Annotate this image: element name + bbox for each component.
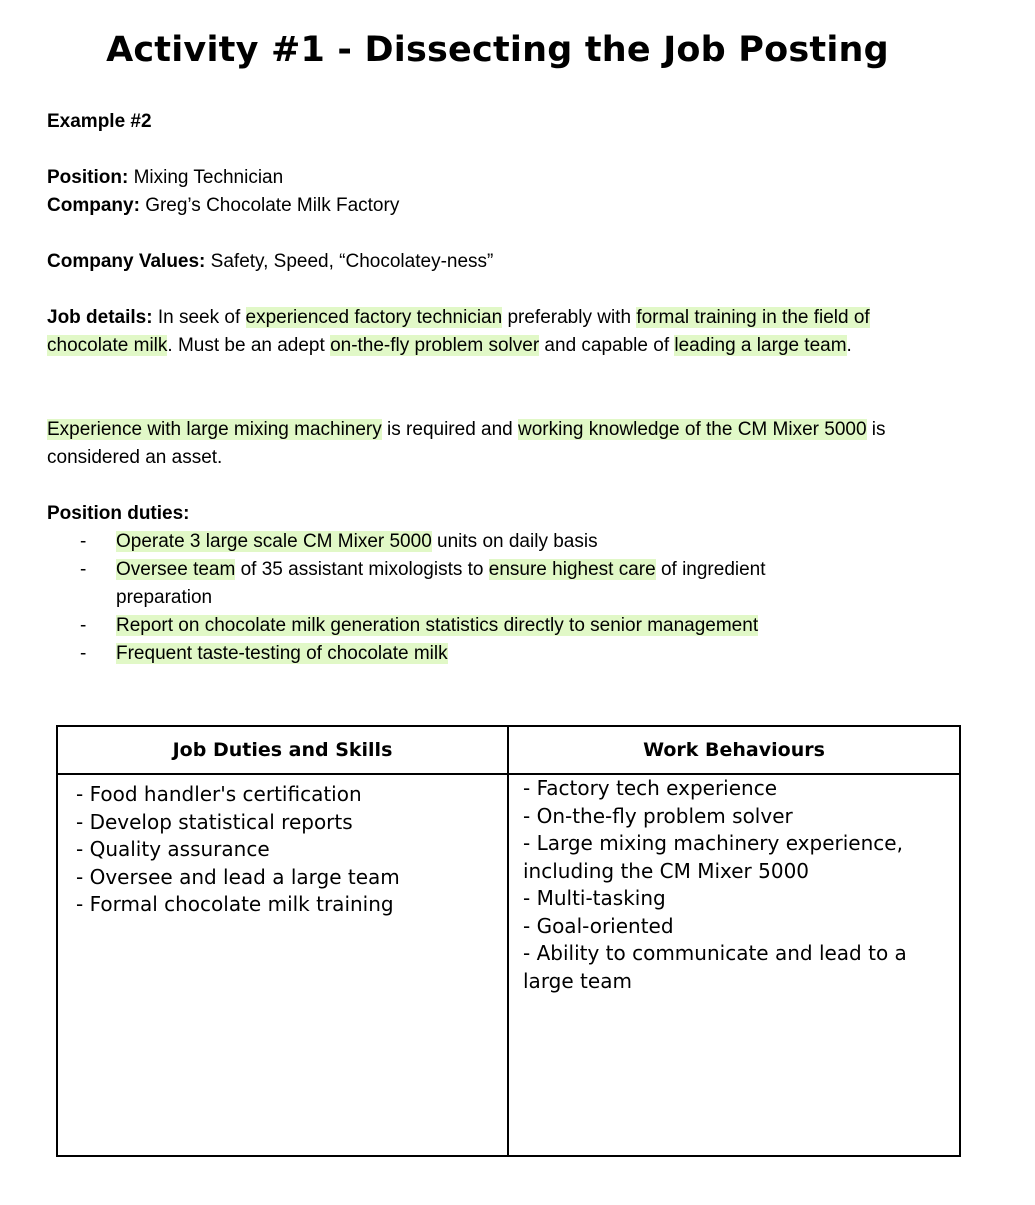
list-item [47, 556, 967, 612]
experience-highlight: Experience with large mixing machinery [47, 419, 382, 440]
position-line [47, 164, 967, 192]
job-details-paragraph [47, 304, 952, 360]
list-item: - On-the-fly problem solver [523, 803, 793, 828]
list-item: - Develop statistical reports [76, 809, 353, 834]
job-details-text: preferably with [502, 307, 637, 328]
company-label: Company: [47, 195, 140, 216]
job-details-text: . [846, 335, 852, 356]
list-item: - Oversee and lead a large team [76, 864, 400, 889]
duty-highlight: Oversee team [116, 559, 236, 580]
position-label: Position: [47, 167, 129, 188]
experience-text: is required and [381, 419, 519, 440]
page-title: Activity #1 - Dissecting the Job Posting [106, 30, 889, 70]
list-item: - Multi-tasking [523, 886, 666, 910]
duty-highlight: Frequent taste-testing of chocolate milk [116, 643, 448, 664]
table-row [57, 774, 960, 1156]
duty-text: units on daily basis [431, 531, 598, 552]
company-value: Greg’s Chocolate Milk Factory [145, 195, 400, 216]
position-duties-heading [47, 500, 967, 528]
list-item: - Formal chocolate milk training [76, 892, 394, 916]
bullet-dash: - [80, 643, 87, 664]
company-values-line [47, 248, 967, 276]
job-details-highlight: on-the-fly problem solver [330, 335, 540, 356]
job-details-text: and capable of [539, 335, 675, 356]
header-work-behaviours: Work Behaviours [508, 726, 960, 774]
position-value: Mixing Technician [133, 167, 284, 188]
header-job-duties: Job Duties and Skills [57, 726, 508, 774]
job-details-text: In seek of [157, 307, 246, 328]
list-item: - Food handler's certification [76, 782, 362, 806]
duty-highlight: Report on chocolate milk generation statistics directly to senior management [116, 615, 759, 636]
duties-behaviours-table [56, 725, 961, 1157]
bullet-dash: - [80, 559, 87, 580]
work-behaviours-cell [508, 774, 960, 1156]
list-item: - Ability to communicate and lead to a large team [523, 941, 907, 993]
list-item: - Factory tech experience [523, 776, 778, 800]
job-details-label: Job details: [47, 307, 153, 328]
company-values-value: Safety, Speed, “Chocolatey-ness” [210, 251, 494, 272]
example-label [47, 108, 967, 136]
company-line [47, 192, 967, 220]
company-values-label: Company Values: [47, 251, 206, 272]
duty-text: of ingredient preparation [116, 559, 766, 608]
list-item: - Large mixing machinery experience, including the CM Mixer 5000 [523, 831, 903, 883]
experience-highlight: working knowledge of the CM Mixer 5000 [518, 419, 867, 440]
example-heading: Example #2 [47, 111, 152, 132]
experience-text: is considered an asset. [47, 419, 886, 468]
job-duties-cell [57, 774, 508, 1156]
duty-highlight: ensure highest care [488, 559, 656, 580]
list-item [47, 640, 967, 668]
duty-text: of 35 assistant mixologists to [235, 559, 489, 580]
position-duties-list [47, 528, 967, 668]
bullet-dash: - [80, 531, 87, 552]
job-details-text: . Must be an adept [167, 335, 331, 356]
job-details-highlight: formal training in the field of chocolate milk [47, 307, 870, 356]
position-duties-label: Position duties: [47, 503, 190, 524]
job-details-highlight: leading a large team [674, 335, 847, 356]
list-item [47, 528, 967, 556]
job-details-highlight: experienced factory technician [245, 307, 503, 328]
experience-paragraph [47, 416, 927, 472]
bullet-dash: - [80, 615, 87, 636]
table-header-row [57, 726, 960, 774]
duty-highlight: Operate 3 large scale CM Mixer 5000 [116, 531, 432, 552]
list-item: - Quality assurance [76, 837, 270, 861]
list-item [47, 612, 967, 640]
list-item: - Goal-oriented [523, 913, 674, 938]
